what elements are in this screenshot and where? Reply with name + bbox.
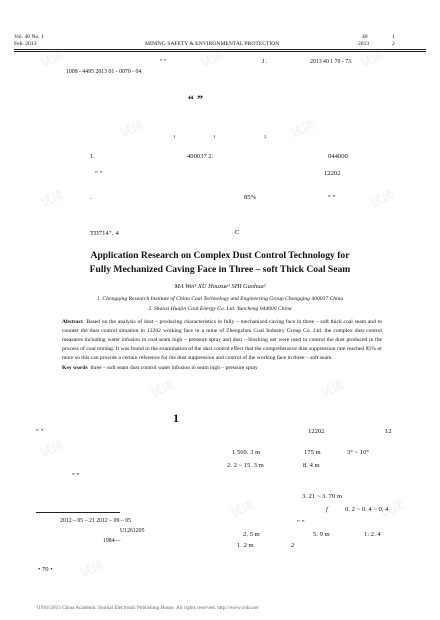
watermark-text: 试读: [78, 557, 107, 581]
spec-ratio: 1: 2. 4: [364, 531, 381, 538]
watermark-text: 试读: [38, 437, 67, 461]
watermark-text: 试读: [368, 187, 397, 211]
watermark-text: 试读: [38, 187, 67, 211]
spec-a: 2. 5 m: [243, 531, 260, 538]
en-title-line1: Application Research on Complex Dust Control Technology for: [90, 250, 350, 261]
author-mark: 1: [213, 134, 216, 139]
abstract-label: Abstract: [62, 319, 83, 325]
spec-d: 2: [291, 542, 295, 549]
zh-abstract-quote: “ ”: [95, 170, 103, 177]
zh-abstract-pct: 85%: [244, 194, 257, 201]
zh-abstract-dot: .: [90, 194, 92, 201]
copyright-line: ?1994-2015 China Academic Journal Electronic Publishing House. All rights reserved. http://www.cnki.net: [36, 605, 259, 611]
header-right-year: 2013: [358, 41, 370, 47]
section-quote: “ ”: [36, 428, 44, 435]
en-keywords: [62, 364, 382, 373]
section-num12: 12: [385, 428, 392, 435]
en-abstract: [62, 318, 382, 363]
header-journal: MINING SAFETY & ENVIRONMENTAL PROTECTION: [145, 41, 280, 47]
spec-c: 1. 2 m: [237, 542, 254, 549]
header-vol-issue: Vol. 40 No. 1: [14, 34, 44, 40]
header-right-issue2: 2: [392, 41, 395, 47]
section-number: 1: [173, 411, 179, 425]
affil-code1: 400037 2.: [187, 153, 214, 160]
watermark-text: 试读: [198, 47, 227, 71]
header-rule: [14, 49, 426, 50]
header-right-num: 40: [362, 34, 368, 40]
page-number: • 70 •: [38, 566, 53, 573]
watermark-text: 试读: [288, 117, 317, 141]
affil-num: 1.: [90, 153, 95, 160]
zh-title-quotes: “ ”: [188, 92, 203, 106]
en-affil-2: 2. Shanxi Huajin Coal Energy Co. Ltd. Yuncheng 044000 China: [148, 306, 292, 312]
keywords-text: three – soft seam dust control water infusion in seam high – pressure spray: [90, 365, 258, 371]
watermark-text: 试读: [118, 117, 147, 141]
spec-f: f: [326, 506, 328, 513]
class-code: TD714⁺. 4: [90, 230, 119, 237]
author-mark: 1: [173, 134, 176, 139]
citation-journal: J .: [262, 59, 268, 65]
spec-b: 5. 9 m: [313, 531, 330, 538]
watermark-text: 试读: [378, 497, 407, 521]
citation-quotes: “ ”: [160, 59, 167, 65]
class-letter: C: [235, 229, 240, 236]
spec-width: 175 m: [304, 449, 321, 456]
en-affil-1: 1. Chongqing Research Institute of China Coal Technology and Engineering Group Chongqing 400037 China: [96, 296, 344, 302]
abstract-text: Based on the analysis of dust – producing characteristics in fully – mechanized caving face in three – soft thick coal seam and to counter the dust control situation in 12202 working face in a mine of Zhengzhou Coal Industry Group Co. Ltd. the complex dust control measures including water infusion in coal seam high – pressure spray and dust – blocking net were used to control the dust produced in the process of coal mining. It was found in the examination of the dust control effect that the comprehensive dust suppression rate reached 85% or more so this can provide a certain reference for the dust suppression and control of the working face in three – soft seam.: [62, 319, 382, 361]
keywords-label: Key words: [62, 365, 88, 371]
watermark-text: 试读: [358, 47, 387, 71]
footnote-dates: 2012 – 05 – 21 2012 – 09 – 05: [60, 518, 132, 524]
zh-abstract-face: 12202: [324, 170, 341, 177]
spec-f-values: 0. 2 ~ 0. 4 ~ 0. 4: [345, 506, 389, 513]
section-quote3: “ ”: [72, 472, 80, 479]
citation-ids: 1008 - 4495 2013 01 - 0070 - 04: [66, 69, 142, 75]
footnote-grant: U1261205: [120, 528, 145, 534]
section-face: 12202: [308, 428, 325, 435]
spec-length: 1 569. 3 m: [232, 449, 261, 456]
citation-ref: 2013 40 1 70 - 73.: [310, 59, 353, 65]
spec-thickness: 2. 2 ~ 15. 3 m: [227, 462, 264, 469]
affil-code2: 044000: [328, 153, 348, 160]
spec-avg: 8. 4 m: [303, 462, 320, 469]
footnote-born: 1984—: [103, 538, 121, 544]
author-mark: 2: [264, 134, 267, 139]
watermark-text: 试读: [318, 377, 347, 401]
watermark-text: 试读: [228, 497, 257, 521]
footnote-rule: [36, 512, 120, 513]
header-date: Feb. 2013: [14, 41, 37, 47]
watermark-text: 试读: [38, 47, 67, 71]
section-quote4: “ ”: [297, 519, 305, 526]
en-authors: MA Wei¹ XU Houxue¹ SHI Guohua²: [174, 283, 266, 290]
spec-height: 3. 21 ~ 3. 70 m: [302, 493, 343, 500]
header-right-issue: 1: [392, 34, 395, 40]
spec-dip: 3° ~ 10°: [347, 449, 370, 456]
en-title-line2: Fully Mechanized Caving Face in Three – soft Thick Coal Seam: [89, 264, 351, 275]
zh-abstract-quote2: “ ”: [328, 194, 336, 201]
watermark-text: 试读: [148, 377, 177, 401]
